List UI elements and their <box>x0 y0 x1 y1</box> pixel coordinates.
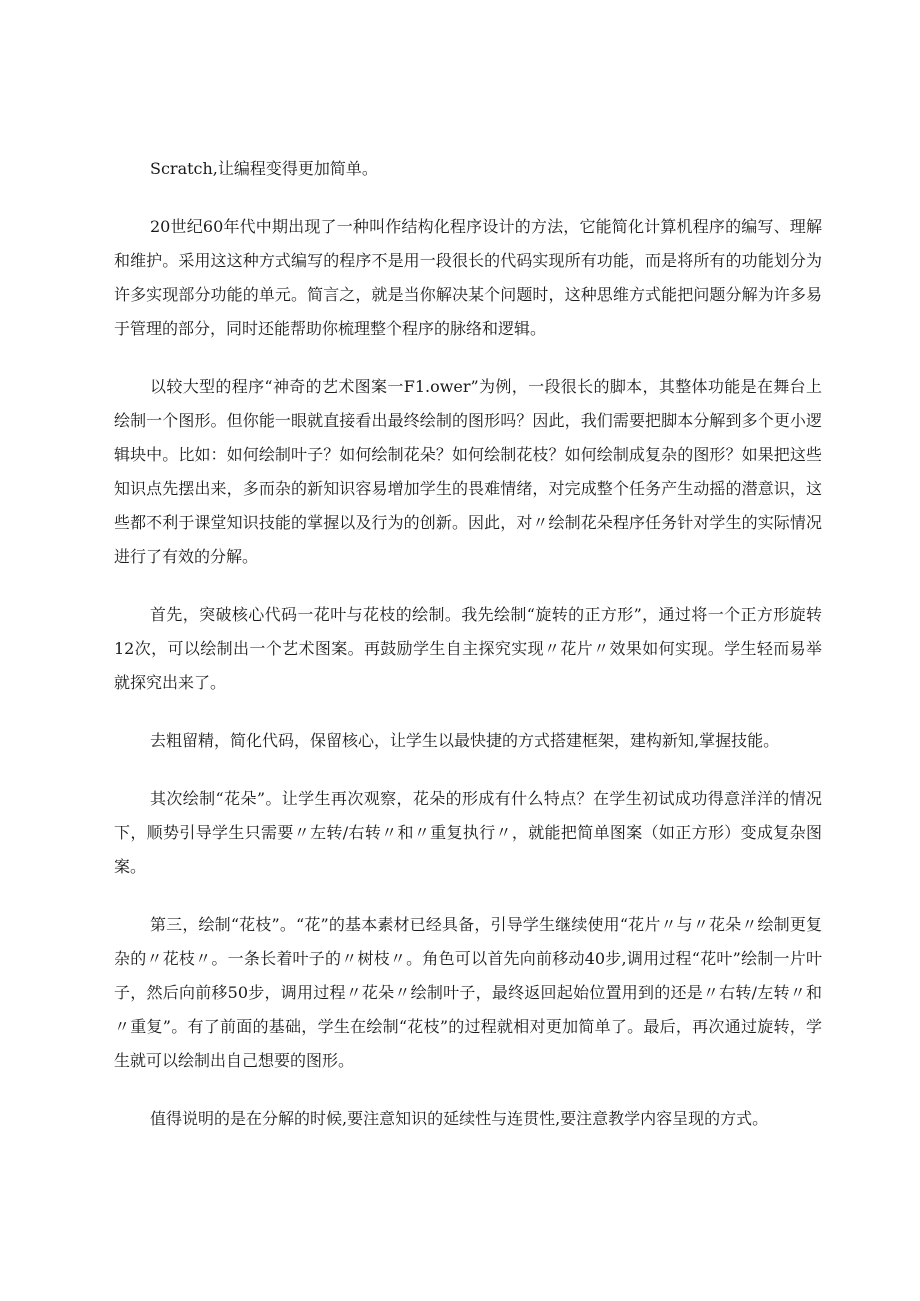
paragraph-7: 第三，绘制“花枝”。“花”的基本素材已经具备，引导学生继续使用“花片〃与〃花朵〃绘制更复杂的〃花枝〃。一条长着叶子的〃树枝〃。角色可以首先向前移动40步,调用过程“花叶”绘制一片叶子，然后向前移50步，调用过程〃花朵〃绘制叶子，最终返回起始位置用到的还是〃右转/左转〃和〃重复”。有了前面的基础，学生在绘制“花枝”的过程就相对更加简单了。最后，再次通过旋转，学生就可以绘制出自己想要的图形。 <box>114 915 822 1070</box>
paragraph-4: 首先，突破核心代码一花叶与花枝的绘制。我先绘制“旋转的正方形”，通过将一个正方形旋转12次，可以绘制出一个艺术图案。再鼓励学生自主探究实现〃花片〃效果如何实现。学生轻而易举就探究出来了。 <box>114 605 822 692</box>
paragraph-1: Scratch,让编程变得更加简单。 <box>150 159 378 178</box>
paragraph-6: 其次绘制“花朵”。让学生再次观察，花朵的形成有什么特点？在学生初试成功得意洋洋的情况下，顺势引导学生只需要〃左转/右转〃和〃重复执行〃，就能把简单图案（如正方形）变成复杂图案。 <box>114 789 822 876</box>
document-page <box>114 152 822 1160</box>
paragraph-5: 去粗留精，简化代码，保留核心，让学生以最快捷的方式搭建框架，建构新知,掌握技能。 <box>150 731 780 750</box>
paragraph-3: 以较大型的程序“神奇的艺术图案一F1.ower”为例，一段很长的脚本，其整体功能是在舞台上绘制一个图形。但你能一眼就直接看出最终绘制的图形吗？因此，我们需要把脚本分解到多个更小逻辑块中。比如：如何绘制叶子？如何绘制花朵？如何绘制花枝？如何绘制成复杂的图形？如果把这些知识点先摆出来，多而杂的新知识容易增加学生的畏难情绪，对完成整个任务产生动摇的潜意识，这些都不利于课堂知识技能的掌握以及行为的创新。因此，对〃绘制花朵程序任务针对学生的实际情况进行了有效的分解。 <box>114 377 822 566</box>
paragraph-8: 值得说明的是在分解的时候,要注意知识的延续性与连贯性,要注意教学内容呈现的方式。 <box>150 1109 769 1128</box>
paragraph-2: 20世纪60年代中期出现了一种叫作结构化程序设计的方法，它能简化计算机程序的编写、理解和维护。采用这这种方式编写的程序不是用一段很长的代码实现所有功能，而是将所有的功能划分为许多实现部分功能的单元。简言之，就是当你解决某个问题时，这种思维方式能把问题分解为许多易于管理的部分，同时还能帮助你梳理整个程序的脉络和逻辑。 <box>114 217 822 338</box>
